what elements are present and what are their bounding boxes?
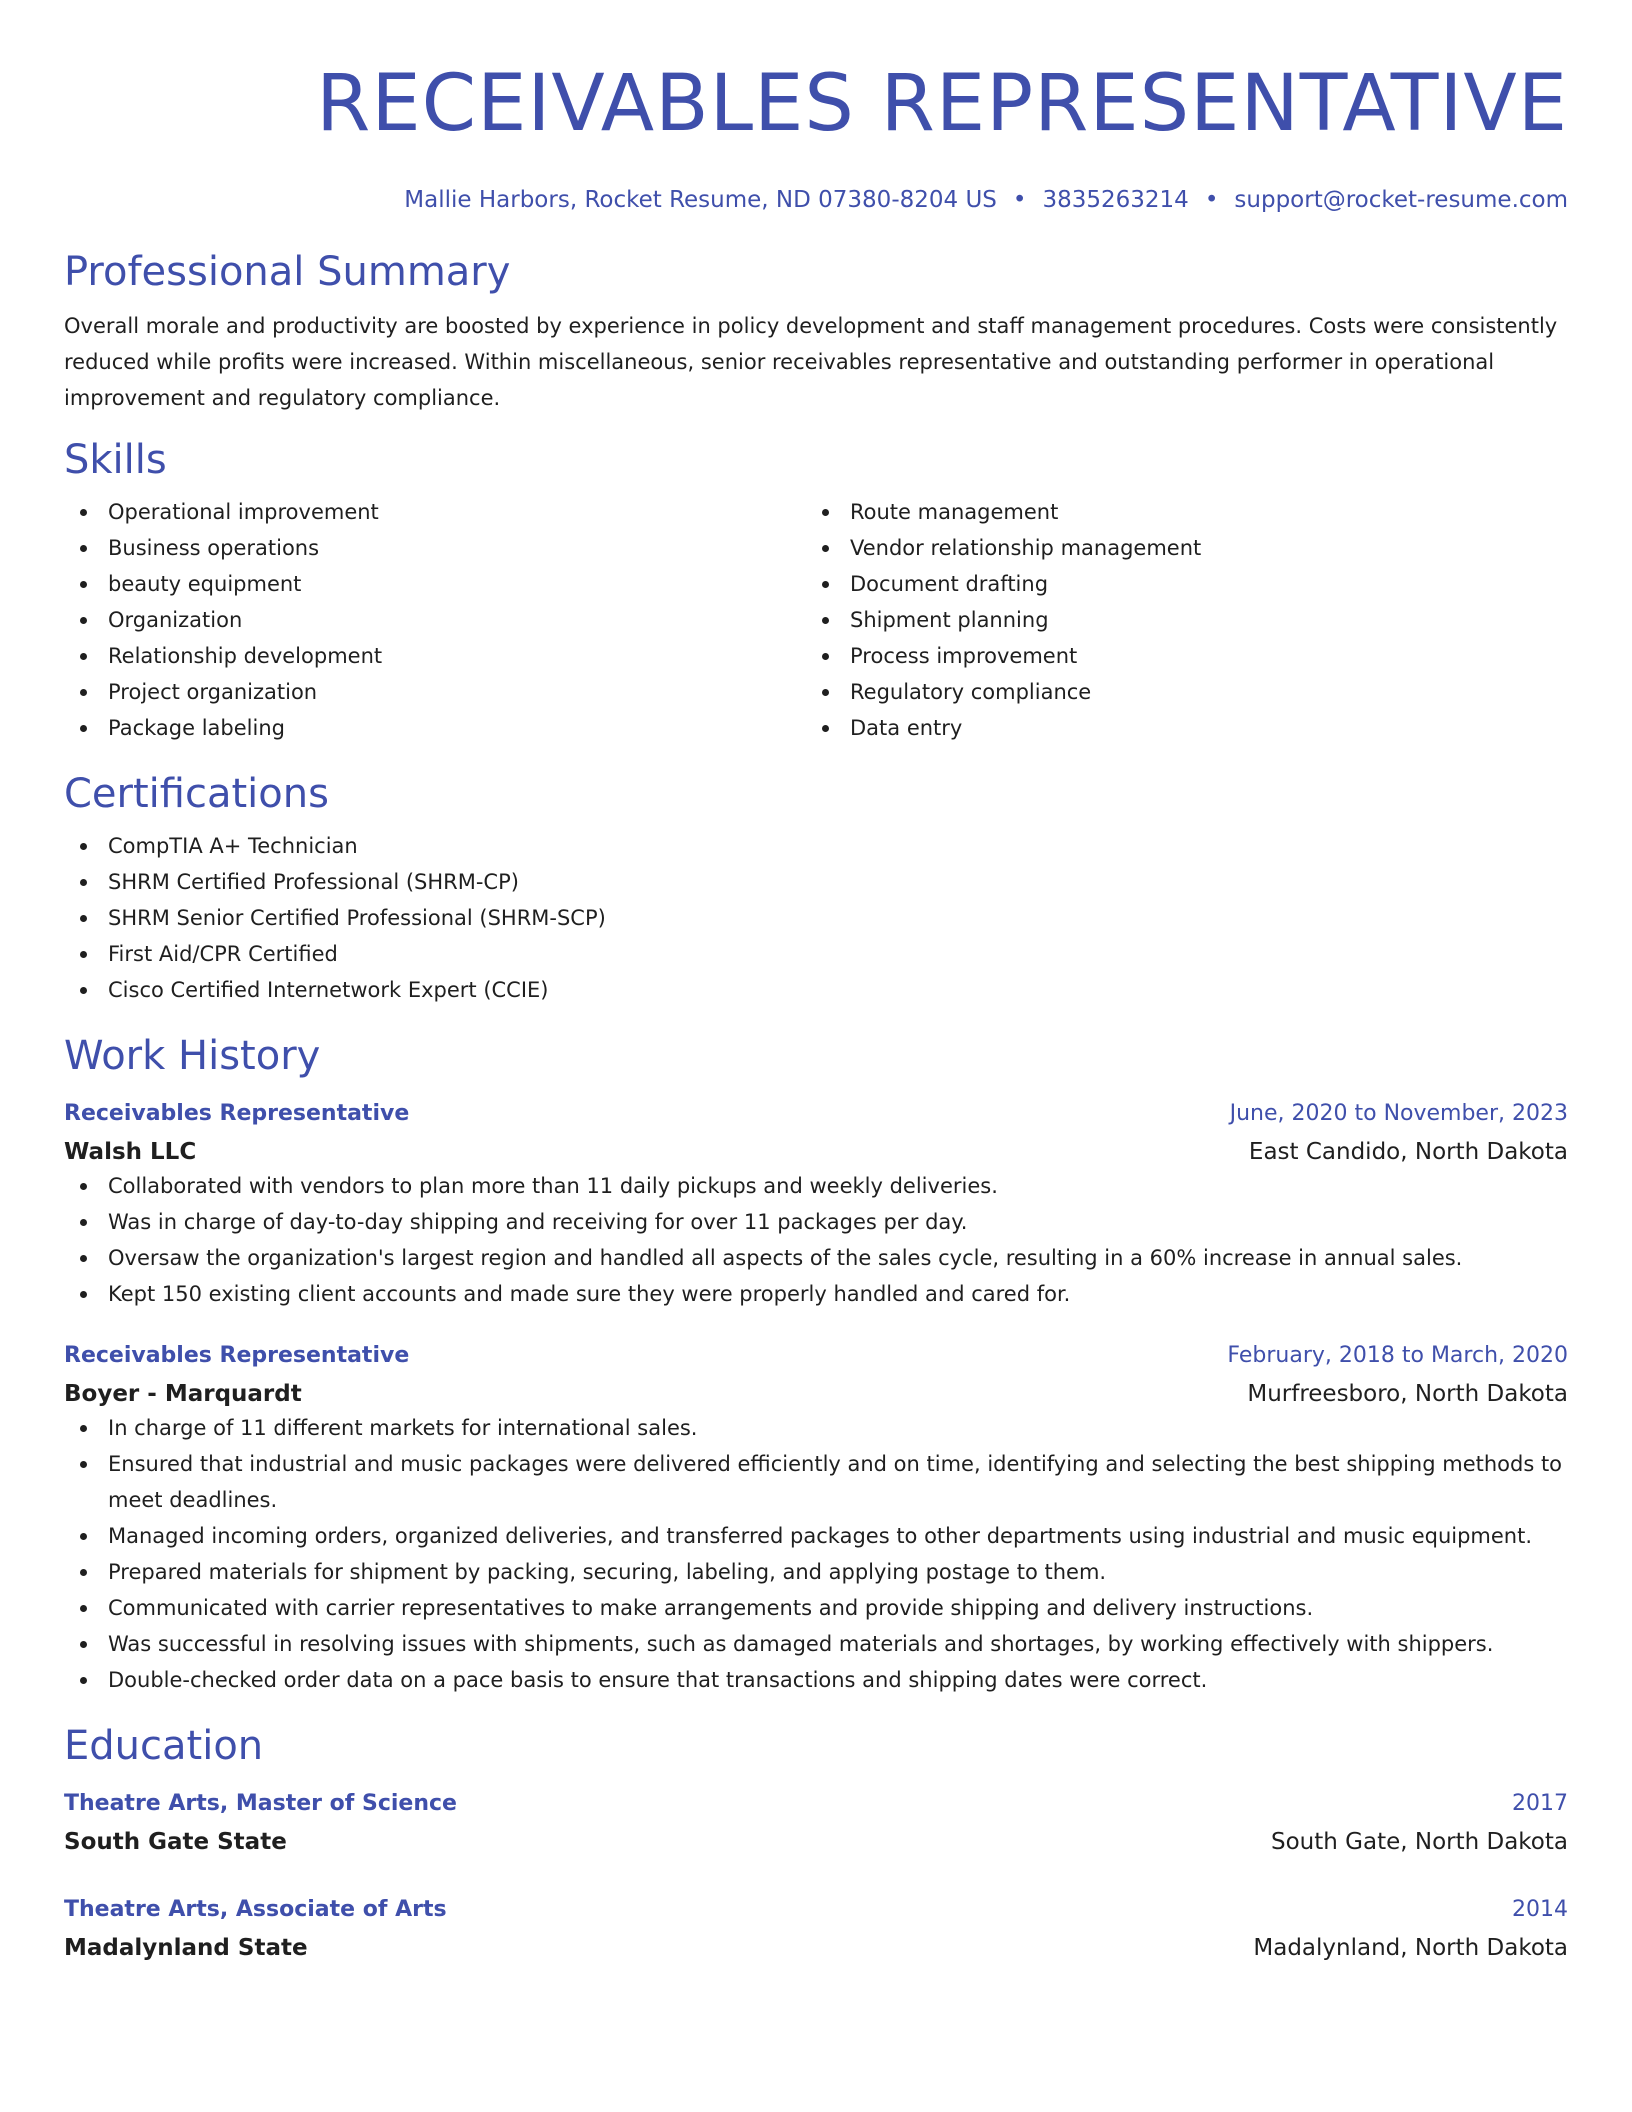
contact-line [64,184,1568,216]
certifications-heading: Certifications [64,771,329,817]
skill-item: Package labeling [64,710,806,746]
job-header [64,1096,1568,1132]
skill-item: Business operations [64,530,806,566]
skills-list-right [806,494,1548,746]
skill-item: Shipment planning [806,602,1548,638]
job-duty: In charge of 11 different markets for international sales. [64,1410,1568,1446]
job-title: Receivables Representative [64,1343,410,1368]
job-entry [64,1338,1568,1698]
job-duty: Prepared materials for shipment by packing, securing, labeling, and applying postage to them. [64,1554,1568,1590]
skill-item: Operational improvement [64,494,806,530]
contact-email: support@rocket-resume.com [1234,187,1568,213]
job-duty: Double-checked order data on a pace basis to ensure that transactions and shipping dates were correct. [64,1662,1568,1698]
certifications-list [64,828,1568,1008]
summary-heading: Professional Summary [64,249,511,295]
education-heading: Education [64,1723,264,1769]
skill-item: Relationship development [64,638,806,674]
work-history-heading: Work History [64,1033,321,1079]
job-duty: Kept 150 existing client accounts and made sure they were properly handled and cared for. [64,1276,1568,1312]
graduation-year: 2017 [1512,1791,1568,1816]
job-duty: Ensured that industrial and music packages were delivered efficiently and on time, identifying and selecting the best shipping methods to meet deadlines. [64,1446,1568,1518]
job-duty: Collaborated with vendors to plan more than 11 daily pickups and weekly deliveries. [64,1168,1568,1204]
certification-item: Cisco Certified Internetwork Expert (CCIE) [64,972,1568,1008]
education-subheader [64,1826,1568,1858]
job-header [64,1338,1568,1374]
job-duty: Communicated with carrier representatives to make arrangements and provide shipping and delivery instructions. [64,1590,1568,1626]
job-duty: Managed incoming orders, organized deliveries, and transferred packages to other departments using industrial and music equipment. [64,1518,1568,1554]
job-dates: June, 2020 to November, 2023 [1229,1101,1568,1126]
contact-address: Mallie Harbors, Rocket Resume, ND 07380-8204 US [404,187,997,213]
school-name: Madalynland State [64,1935,308,1961]
job-duty: Was successful in resolving issues with shipments, such as damaged materials and shortages, by working effectively with shippers. [64,1626,1568,1662]
skills-heading: Skills [64,437,167,483]
graduation-year: 2014 [1512,1897,1568,1922]
education-header [64,1892,1568,1928]
skill-item: Organization [64,602,806,638]
certification-item: CompTIA A+ Technician [64,828,1568,864]
certification-item: SHRM Certified Professional (SHRM-CP) [64,864,1568,900]
job-dates: February, 2018 to March, 2020 [1227,1343,1568,1368]
job-duty: Was in charge of day-to-day shipping and receiving for over 11 packages per day. [64,1204,1568,1240]
job-title: Receivables Representative [64,1101,410,1126]
certification-item: First Aid/CPR Certified [64,936,1568,972]
summary-text: Overall morale and productivity are boosted by experience in policy development and staff management procedures. Costs were consistently reduced while profits were increased. Within miscellaneous, senior receivables representative and outstanding performer in operational improvement and regulatory compliance. [64,314,1558,410]
certification-item: SHRM Senior Certified Professional (SHRM-SCP) [64,900,1568,936]
job-duties [64,1168,1568,1312]
school-name: South Gate State [64,1829,287,1855]
employer-name: Walsh LLC [64,1139,197,1165]
degree-name: Theatre Arts, Master of Science [64,1791,457,1816]
degree-name: Theatre Arts, Associate of Arts [64,1897,447,1922]
job-subheader [64,1136,1568,1168]
education-entry [64,1892,1568,1964]
education-entry [64,1786,1568,1858]
job-subheader [64,1378,1568,1410]
job-location: Murfreesboro, North Dakota [1247,1381,1568,1407]
education-subheader [64,1932,1568,1964]
school-location: Madalynland, North Dakota [1253,1935,1568,1961]
resume-title: RECEIVABLES REPRESENTATIVE [316,59,1568,149]
job-location: East Candido, North Dakota [1248,1139,1568,1165]
job-duty: Oversaw the organization's largest region and handled all aspects of the sales cycle, resulting in a 60% increase in annual sales. [64,1240,1568,1276]
skills-list-left [64,494,806,746]
contact-separator: • [1204,187,1219,213]
contact-phone: 3835263214 [1042,187,1189,213]
skill-item: beauty equipment [64,566,806,602]
skill-item: Document drafting [806,566,1548,602]
skill-item: Route management [806,494,1548,530]
skill-item: Process improvement [806,638,1548,674]
skill-item: Regulatory compliance [806,674,1548,710]
skill-item: Vendor relationship management [806,530,1548,566]
job-duties [64,1410,1568,1698]
education-header [64,1786,1568,1822]
job-entry [64,1096,1568,1312]
skills-grid [64,494,1568,746]
school-location: South Gate, North Dakota [1271,1829,1568,1855]
skill-item: Project organization [64,674,806,710]
skill-item: Data entry [806,710,1548,746]
employer-name: Boyer - Marquardt [64,1381,302,1407]
contact-separator: • [1012,187,1027,213]
